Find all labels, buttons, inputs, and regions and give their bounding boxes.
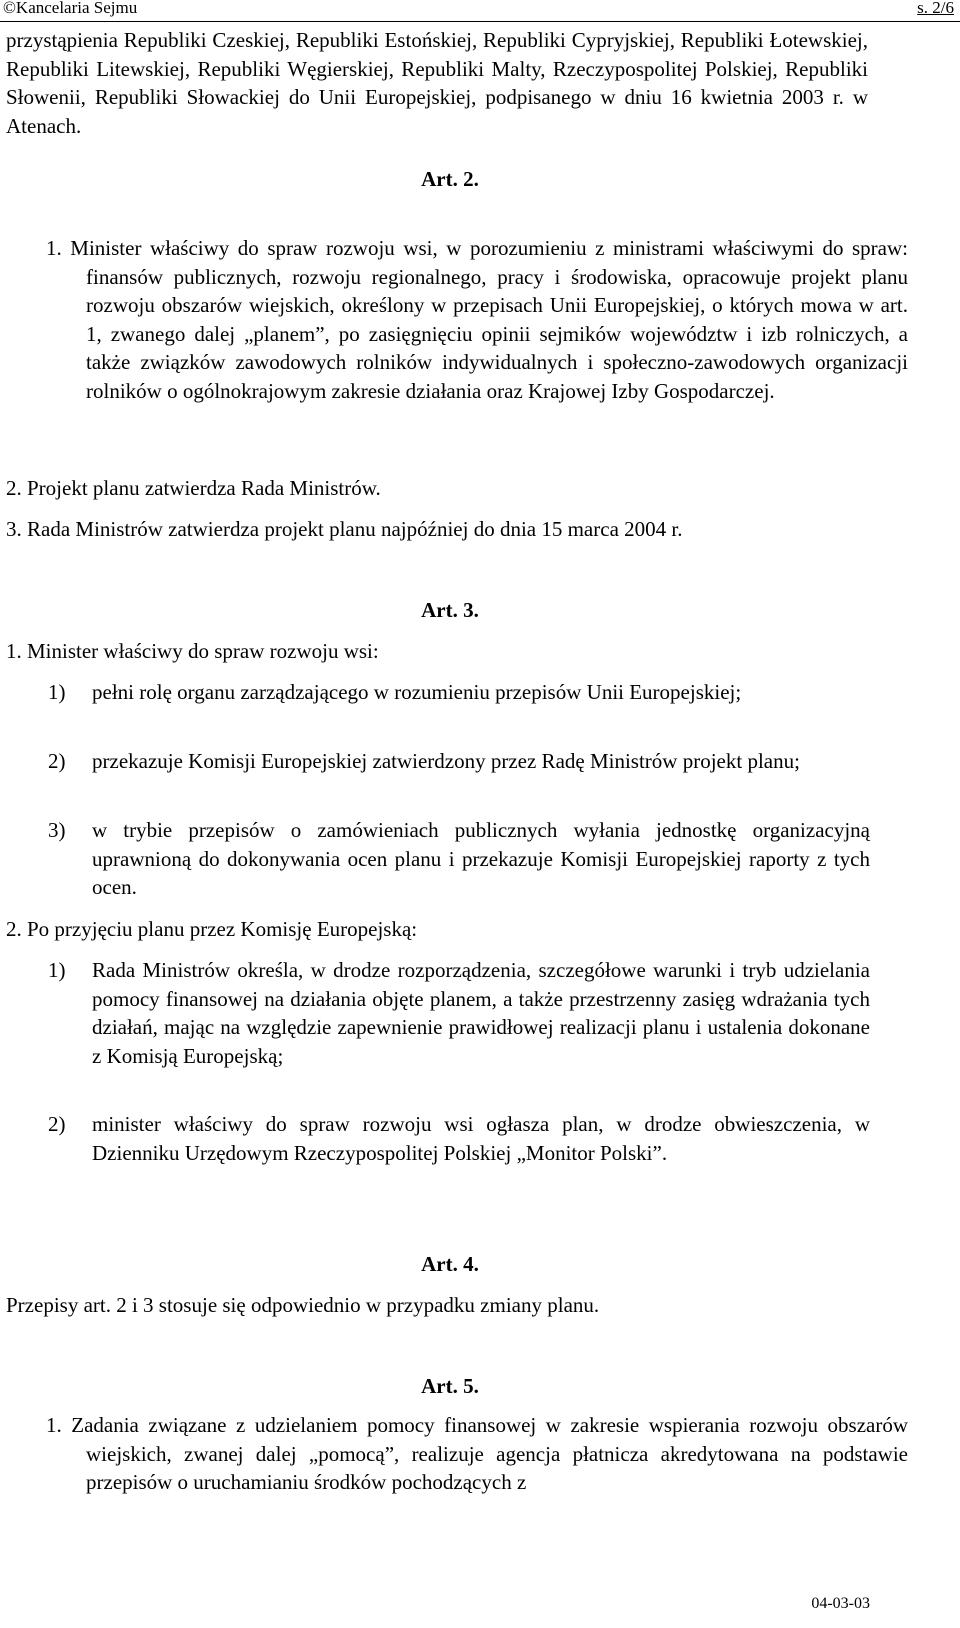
art4-title: Art. 4. xyxy=(421,1252,479,1276)
art3-p1-item xyxy=(48,747,870,776)
art3-p1-item xyxy=(48,816,870,902)
item-number: 1) xyxy=(48,958,66,982)
item-number: 1) xyxy=(48,680,66,704)
art2-paragraph-2: 2. Projekt planu zatwierdza Rada Ministrów. xyxy=(6,476,381,500)
item-text: przekazuje Komisji Europejskiej zatwierdzony przez Radę Ministrów projekt planu; xyxy=(92,749,800,773)
art3-p2-item xyxy=(48,956,870,1070)
art3-p1-item xyxy=(48,678,870,707)
footer-date: 04-03-03 xyxy=(811,1595,870,1612)
header-source: ©Kancelaria Sejmu xyxy=(3,0,138,17)
item-text: Rada Ministrów określa, w drodze rozporządzenia, szczegółowe warunki i tryb udzielania pomocy finansowej na działania objęte planem, a także przestrzenny zasięg wdrażania tych działań, mając na względzie zapewnienie prawidłowej realizacji planu i ustalenia dokonane z Komisją Europejską; xyxy=(92,958,870,1068)
art3-paragraph-1: 1. Minister właściwy do spraw rozwoju wsi: xyxy=(6,639,379,663)
art2-title: Art. 2. xyxy=(421,167,479,191)
header-rule xyxy=(0,21,960,22)
item-text: pełni rolę organu zarządzającego w rozumieniu przepisów Unii Europejskiej; xyxy=(92,680,742,704)
item-text: w trybie przepisów o zamówieniach publicznych wyłania jednostkę organizacyjną uprawnioną do dokonywania ocen planu i przekazuje Komisji Europejskiej raporty z tych ocen. xyxy=(92,818,870,899)
header-page-number: s. 2/6 xyxy=(917,0,954,17)
intro-paragraph: przystąpienia Republiki Czeskiej, Republiki Estońskiej, Republiki Cypryjskiej, Republiki Łotewskiej, Republiki Litewskiej, Republiki Węgierskiej, Republiki Malty, Rzeczypospolitej Polskiej, Republiki Słowenii, Republiki Słowackiej do Unii Europejskiej, podpisanego w dniu 16 kwietnia 2003 r. w Atenach. xyxy=(6,28,868,138)
item-number: 2) xyxy=(48,749,66,773)
art2-paragraph-3: 3. Rada Ministrów zatwierdza projekt planu najpóźniej do dnia 15 marca 2004 r. xyxy=(6,517,683,541)
art2-paragraph-1: 1. Minister właściwy do spraw rozwoju wsi, w porozumieniu z ministrami właściwymi do spraw: finansów publicznych, rozwoju regionalnego, pracy i środowiska, opracowuje projekt planu rozwoju obszarów wiejskich, określony w przepisach Unii Europejskiej, o których mowa w art. 1, zwanego dalej „planem”, po zasięgnięciu opinii sejmików województw i izb rolniczych, a także związków zawodowych rolników indywidualnych i społeczno-zawodowych organizacji rolników o ogólnokrajowym zakresie działania oraz Krajowej Izby Gospodarczej. xyxy=(46,236,908,403)
art4-paragraph-1: Przepisy art. 2 i 3 stosuje się odpowiednio w przypadku zmiany planu. xyxy=(6,1293,600,1317)
item-number: 2) xyxy=(48,1112,66,1136)
art3-paragraph-2: 2. Po przyjęciu planu przez Komisję Europejską: xyxy=(6,917,418,941)
art5-paragraph-1: 1. Zadania związane z udzielaniem pomocy finansowej w zakresie wspierania rozwoju obszarów wiejskich, zwanej dalej „pomocą”, realizuje agencja płatnicza akredytowana na podstawie przepisów o uruchamianiu środków pochodzących z xyxy=(46,1413,908,1494)
item-text: minister właściwy do spraw rozwoju wsi ogłasza plan, w drodze obwieszczenia, w Dzienniku Urzędowym Rzeczypospolitej Polskiej „Monitor Polski”. xyxy=(92,1112,870,1165)
art3-title: Art. 3. xyxy=(421,598,479,622)
art5-title: Art. 5. xyxy=(421,1374,479,1398)
item-number: 3) xyxy=(48,818,66,842)
art3-p2-item xyxy=(48,1110,870,1167)
